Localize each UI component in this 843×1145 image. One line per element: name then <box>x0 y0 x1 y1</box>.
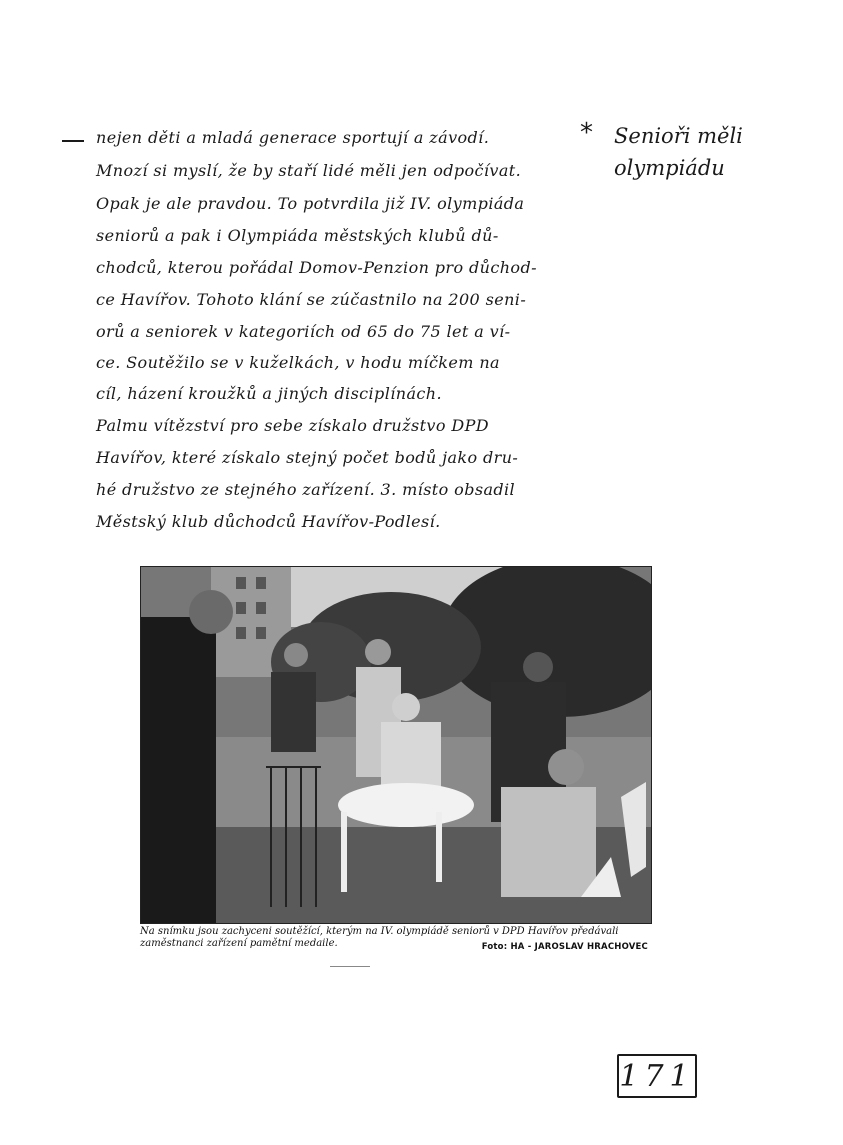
photo-credit: Foto: HA - JAROSLAV HRACHOVEC <box>481 942 648 952</box>
handwritten-line: Havířov, které získalo stejný počet bodů jako dru- <box>96 448 519 467</box>
photo-illustration <box>141 567 651 923</box>
asterisk-mark: * <box>580 118 593 148</box>
margin-note-line: Senioři měli <box>614 124 743 148</box>
margin-note-line: olympiádu <box>614 156 725 180</box>
handwritten-line: hé družstvo ze stejného zařízení. 3. místo obsadil <box>96 480 516 499</box>
handwritten-line: ce. Soutěžilo se v kuželkách, v hodu míčkem na <box>96 353 500 372</box>
handwritten-line: orů a seniorek v kategoriích od 65 do 75 let a ví- <box>96 322 511 341</box>
handwritten-line: chodců, kterou pořádal Domov-Penzion pro důchod- <box>96 258 537 277</box>
handwritten-line: Opak je ale pravdou. To potvrdila již IV. olympiáda <box>96 194 525 213</box>
newspaper-clipping <box>140 566 650 960</box>
handwritten-line: Mnozí si myslí, že by staří lidé měli jen odpočívat. <box>96 161 522 180</box>
handwritten-line: cíl, házení kroužků a jiných disciplínách. <box>96 384 442 403</box>
handwritten-line: nejen děti a mladá generace sportují a závodí. <box>96 128 490 147</box>
handwritten-line: seniorů a pak i Olympiáda městských klubů dů- <box>96 226 499 245</box>
photo-caption: Na snímku jsou zachyceni soutěžící, kterým na IV. olympiádě seniorů v DPD Havířov předávali zaměstnanci zařízení pamětní medaile. <box>140 926 619 949</box>
clipping-divider <box>330 966 370 967</box>
bullet-dash <box>62 140 84 142</box>
handwritten-line: Městský klub důchodců Havířov-Podlesí. <box>96 512 441 531</box>
page-number-box: 171 <box>617 1054 697 1098</box>
handwritten-line: Palmu vítězství pro sebe získalo družstvo DPD <box>96 416 489 435</box>
newspaper-photo <box>140 566 652 924</box>
handwritten-line: ce Havířov. Tohoto klání se zúčastnilo na 200 seni- <box>96 290 527 309</box>
